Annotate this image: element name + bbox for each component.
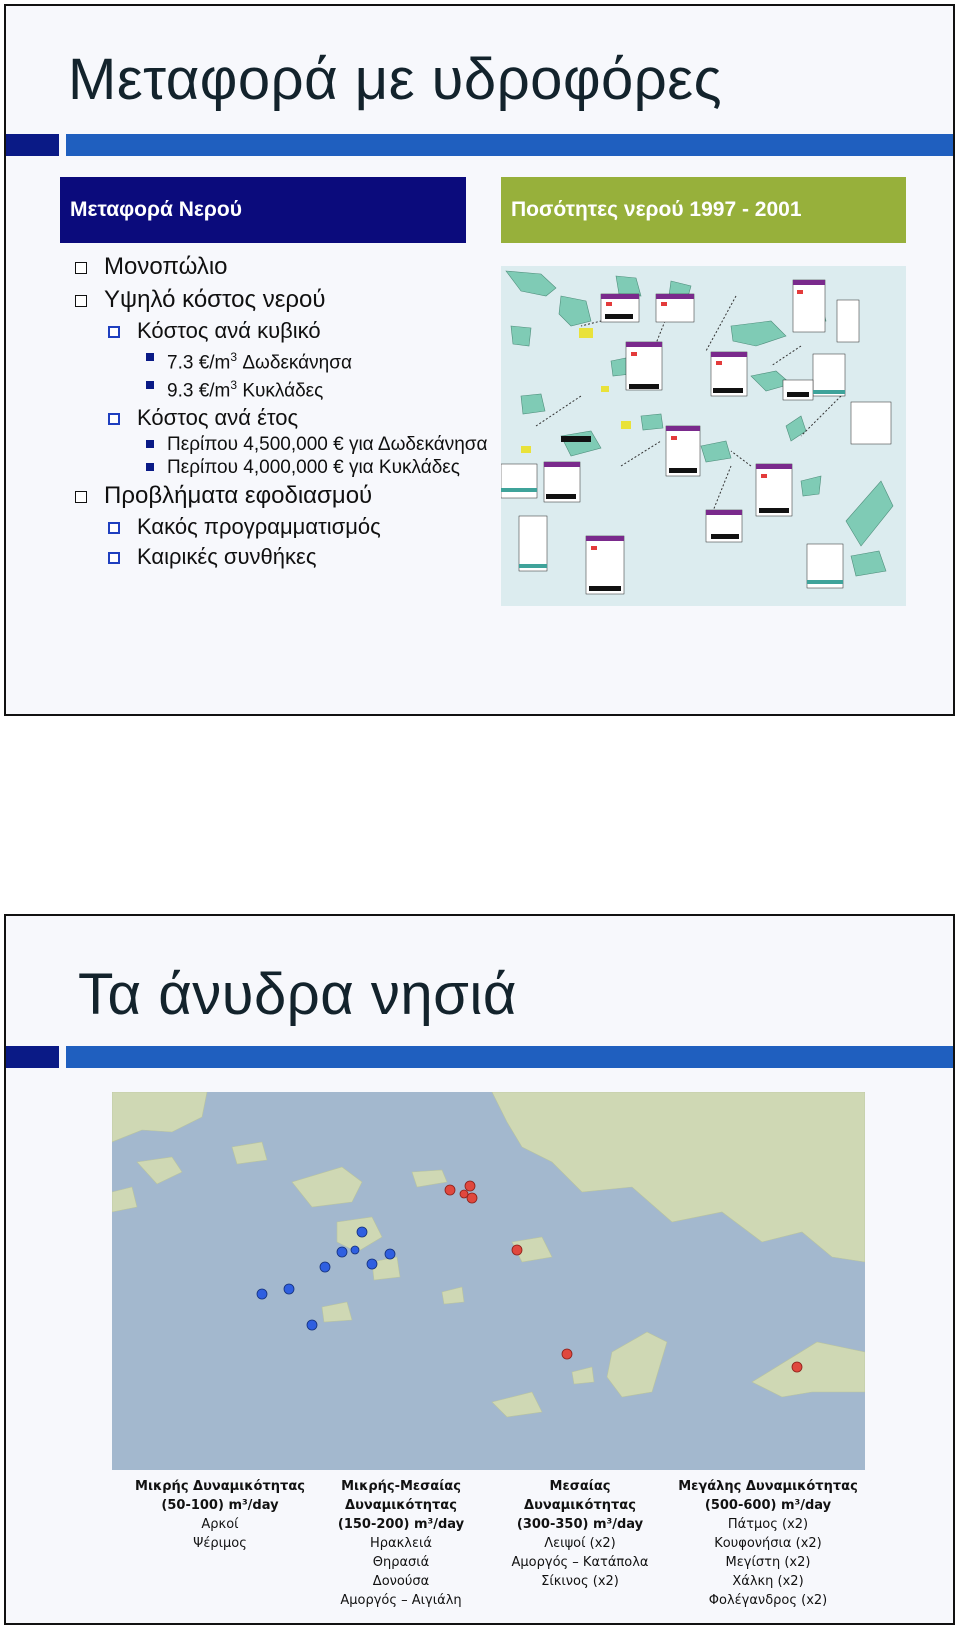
aegean-water-quantities-map xyxy=(501,266,906,606)
capacity-legend-medium xyxy=(492,1477,668,1591)
legend-island: Αρκοί xyxy=(201,1517,239,1532)
legend-island: Λειψοί (x2) xyxy=(544,1536,616,1551)
legend-heading-line: (500-600) m³/day xyxy=(704,1498,832,1513)
desalination-islands-map xyxy=(112,1092,865,1470)
legend-heading-line: (150-200) m³/day xyxy=(337,1517,465,1532)
slide-title: Τα άνυδρα νησιά xyxy=(78,962,517,1027)
title-divider-bar xyxy=(6,134,953,156)
legend-island: Κουφονήσια (x2) xyxy=(714,1536,822,1551)
capacity-legend-small-medium xyxy=(326,1477,476,1610)
legend-island: Ηρακλειά xyxy=(370,1536,432,1551)
legend-island: Ψέριμος xyxy=(193,1536,247,1551)
water-quantities-header: Ποσότητες νερού 1997 - 2001 xyxy=(501,177,906,243)
legend-island: Φολέγανδρος (x2) xyxy=(708,1593,828,1608)
legend-heading-line: Μεγάλης Δυναμικότητας xyxy=(678,1479,858,1494)
legend-island: Πάτμος (x2) xyxy=(727,1517,809,1532)
bullet-cost-cyclades: 9.3 $€/m^3$ Κυκλάδες xyxy=(70,374,490,402)
legend-heading-line: (50-100) m³/day xyxy=(161,1498,279,1513)
title-divider-bar xyxy=(6,1046,953,1068)
legend-island: Αμοργός – Αιγιάλη xyxy=(340,1593,462,1608)
legend-heading-line: Μικρής-Μεσαίας xyxy=(341,1479,461,1494)
bullet-bad-planning: Κακός προγραμματισμός xyxy=(70,512,490,542)
legend-island: Χάλκη (x2) xyxy=(732,1574,804,1589)
legend-island: Αμοργός – Κατάπολα xyxy=(511,1555,649,1570)
capacity-legend-small xyxy=(132,1477,308,1553)
bullet-high-cost: Υψηλό κόστος νερού xyxy=(70,283,490,316)
bullet-monopoly: Μονοπώλιο xyxy=(70,250,490,283)
bullet-supply-problems: Προβλήματα εφοδιασμού xyxy=(70,479,490,512)
legend-heading-line: Μεσαίας Δυναμικότητας xyxy=(524,1479,636,1513)
legend-heading-line: Μικρής Δυναμικότητας xyxy=(135,1479,305,1494)
legend-island: Θηρασιά xyxy=(372,1555,430,1570)
water-transport-header: Μεταφορά Νερού xyxy=(60,177,466,243)
bullet-year-cyclades: Περίπου 4,000,000 € για Κυκλάδες xyxy=(70,456,490,479)
capacity-legend-large xyxy=(678,1477,858,1610)
bullet-cost-per-year: Κόστος ανά έτος xyxy=(70,403,490,433)
legend-island: Μεγίστη (x2) xyxy=(725,1555,811,1570)
legend-island: Σίκινος (x2) xyxy=(541,1574,619,1589)
bullet-cost-dodecanese: 7.3 $€/m^3$ Δωδεκάνησα xyxy=(70,346,490,374)
bullet-year-dodecanese: Περίπου 4,500,000 € για Δωδεκάνησα xyxy=(70,433,490,456)
legend-island: Δονούσα xyxy=(372,1574,430,1589)
legend-heading-line: Δυναμικότητας xyxy=(345,1498,457,1513)
slide-title: Μεταφορά με υδροφόρες xyxy=(68,47,723,112)
bullet-cost-per-cubic: Κόστος ανά κυβικό xyxy=(70,316,490,346)
bullet-list xyxy=(70,250,490,572)
bullet-weather: Καιρικές συνθήκες xyxy=(70,542,490,572)
legend-heading-line: (300-350) m³/day xyxy=(516,1517,644,1532)
